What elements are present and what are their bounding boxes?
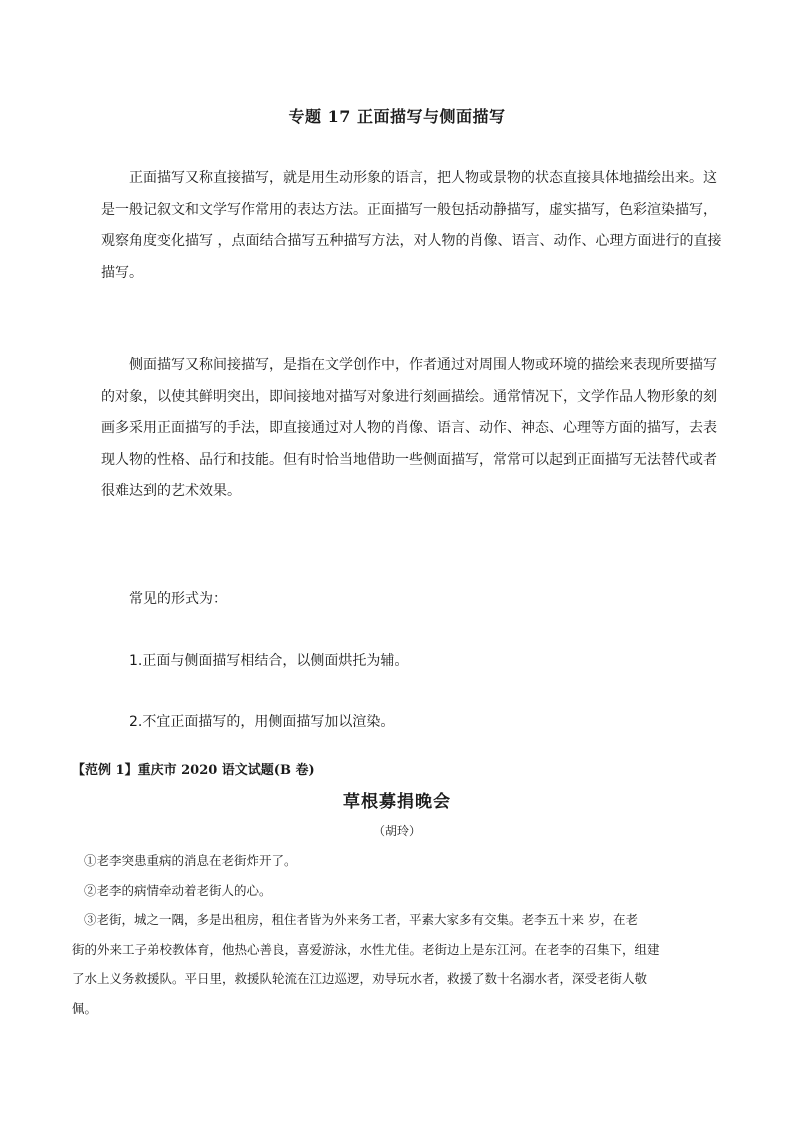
paragraph-side-description	[101, 350, 723, 508]
story-paragraph-3-line: 佩。	[72, 1000, 98, 1016]
story-paragraph-3-line: 了水上义务救援队。平日里，救援队轮流在江边巡逻，劝导玩水者，救援了数十名溺水者，深受老街人敬	[72, 971, 648, 986]
paragraph-line: 很难达到的艺术效果。	[101, 483, 241, 499]
paragraph-line: 是一般记叙文和文学写作常用的表达方法。正面描写一般包括动静描写，虚实描写，色彩渲染描写，	[101, 201, 717, 218]
paragraph-front-description	[101, 163, 723, 289]
page-title: 专题 17 正面描写与侧面描写	[288, 107, 506, 126]
paragraph-line: 画多采用正面描写的手法，即直接通过对人物的肖像、语言、动作、神态、心理等方面的描写，去表	[101, 420, 717, 436]
story-paragraph-3-line: 街的外来工子弟校教体育，他热心善良，喜爱游泳，水性尤佳。老街边上是东江河。在老李的召集下，组建	[72, 941, 660, 957]
paragraph-line: 正面描写又称直接描写，就是用生动形象的语言，把人物或景物的状态直接具体地描绘出来。这	[129, 170, 717, 186]
example-heading: 【范例 1】重庆市 2020 语文试题(B 卷)	[72, 763, 315, 778]
paragraph-line: 侧面描写又称间接描写，是指在文学创作中，作者通过对周围人物或环境的描绘来表现所要描写	[129, 357, 717, 373]
story-paragraph-3-line: ③老街，城之一隅，多是出租房，租住者皆为外来务工者，平素大家多有交集。老李五十来 岁，在老	[84, 912, 638, 927]
forms-intro: 常见的形式为：	[129, 591, 227, 607]
paragraph-line: 描写。	[101, 264, 143, 281]
paragraph-line: 的对象，以使其鲜明突出，即间接地对描写对象进行刻画描绘。通常情况下，文学作品人物形象的刻	[101, 388, 717, 405]
example-title: 草根募捐晚会	[343, 792, 451, 812]
paragraph-line: 现人物的性格、品行和技能。但有时恰当地借助一些侧面描写，常常可以起到正面描写无法替代或者	[101, 451, 717, 468]
paragraph-line: 观察角度变化描写 ，点面结合描写五种描写方法，对人物的肖像、语言、动作、心理方面进行的直接	[101, 233, 722, 249]
example-story	[72, 846, 722, 1023]
form-item-1: 1.正面与侧面描写相结合，以侧面烘托为辅。	[129, 653, 409, 669]
example-author: （胡玲）	[372, 824, 421, 838]
story-paragraph-2: ②老李的病情牵动着老街人的心。	[84, 882, 272, 898]
story-paragraph-1: ①老李突患重病的消息在老街炸开了。	[84, 853, 297, 868]
form-item-2: 2.不宜正面描写的，用侧面描写加以渲染。	[129, 714, 395, 730]
